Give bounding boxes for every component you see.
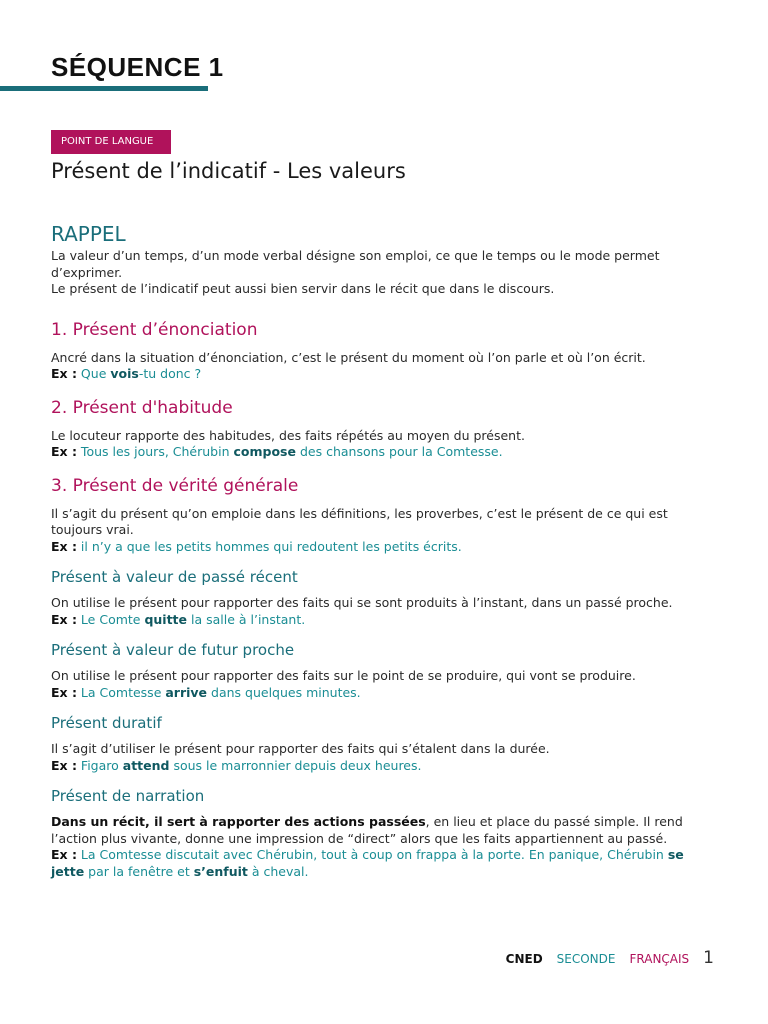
example-text: des chansons pour la Comtesse. [295,444,503,459]
footer-brand: CNED [505,952,543,966]
rappel-paragraph-2: Le présent de l’indicatif peut aussi bien servir dans le récit que dans le discours. [51,281,555,296]
example-text: La Comtesse discutait avec Chérubin, tout à coup on frappa à la porte. En panique, Chérubin [76,847,668,862]
section-text-passe-recent: On utilise le présent pour rapporter des faits qui se sont produits à l’instant, dans un passé proche. [51,595,673,610]
footer-level: SECONDE [556,952,616,966]
example-verb: attend [122,757,170,773]
example-verb: compose [233,444,296,459]
example-narration [51,847,721,880]
page-number: 1 [703,948,714,968]
example-label: Ex : [51,538,77,554]
section-text-enonciation: Ancré dans la situation d’énonciation, c’est le présent du moment où l’on parle et où l’on écrit. [51,349,646,365]
sequence-title: SÉQUENCE 1 [51,52,224,82]
example-label: Ex : [51,444,77,459]
page-footer [506,948,714,968]
example-text: Figaro [76,757,123,773]
section-heading-passe-recent: Présent à valeur de passé récent [51,568,298,586]
example-enonciation [51,366,721,383]
footer-subject: FRANÇAIS [629,952,690,966]
example-text: dans quelques minutes. [207,684,361,700]
section-text-duratif: Il s’agit d’utiliser le présent pour rapporter des faits qui s’étalent dans la durée. [51,741,550,756]
example-text: Tous les jours, Chérubin [76,444,234,459]
example-label: Ex : [51,684,77,700]
section-heading-habitude: 2. Présent d'habitude [51,397,233,418]
example-text: -tu donc ? [138,366,202,381]
example-verite-generale [51,539,721,556]
page-title: Présent de l’indicatif - Les valeurs [51,159,406,183]
example-label: Ex : [51,847,77,862]
section-text-habitude: Le locuteur rapporte des habitudes, des faits répétés au moyen du présent. [51,427,525,443]
example-verb: s’enfuit [193,863,248,879]
section-text-narration [51,814,721,847]
example-text: à cheval. [247,863,309,879]
main-content [51,222,721,880]
example-text: il n’y a que les petits hommes qui redoutent les petits écrits. [76,538,462,554]
example-text: Le Comte [76,611,145,627]
example-habitude [51,444,721,461]
example-verb: arrive [165,684,208,700]
section-heading-futur-proche: Présent à valeur de futur proche [51,641,295,659]
example-label: Ex : [51,757,77,773]
sequence-underline [0,86,208,91]
example-text: par la fenêtre et [84,863,194,879]
section-text-futur-proche: On utilise le présent pour rapporter des faits sur le point de se produire, qui vont se produire. [51,668,636,683]
example-label: Ex : [51,611,77,627]
section-heading-enonciation: 1. Présent d’énonciation [51,319,258,340]
section-heading-narration: Présent de narration [51,787,205,805]
section-heading-duratif: Présent duratif [51,714,162,732]
example-duratif [51,758,721,775]
section-heading-verite-generale: 3. Présent de vérité générale [51,475,299,496]
example-verb: vois [110,366,139,381]
narration-emphasis: Dans un récit, il sert à rapporter des actions passées [51,814,426,829]
section-text-verite-generale: Il s’agit du présent qu’on emploie dans les définitions, les proverbes, c’est le présent de ce qui est toujours vrai. [51,505,668,537]
example-verb: se jette [51,847,684,879]
example-verb: quitte [144,611,188,627]
narration-text: , en lieu et place du passé simple. Il rend l’action plus vivante, donne une impression de “direct” alors que les faits appartiennent au passé. [51,814,683,846]
rappel-heading: RAPPEL [51,222,126,246]
example-text: La Comtesse [76,684,166,700]
example-label: Ex : [51,366,77,381]
section-tag: POINT DE LANGUE [51,130,171,154]
example-text: Que [76,366,111,381]
example-text: la salle à l’instant. [187,611,306,627]
example-text: sous le marronnier depuis deux heures. [169,757,422,773]
rappel-paragraph-1: La valeur d’un temps, d’un mode verbal désigne son emploi, ce que le temps ou le mode permet d’exprimer. [51,248,660,280]
example-passe-recent [51,612,721,629]
example-futur-proche [51,685,721,702]
